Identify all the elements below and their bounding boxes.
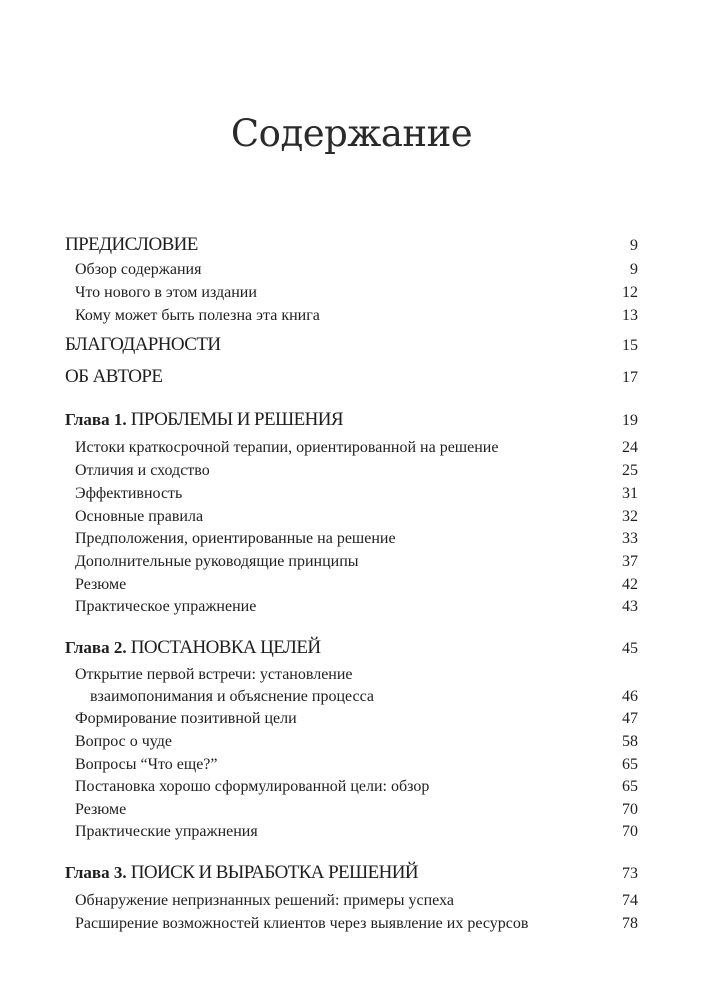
toc-subentry-label: Практическое упражнение bbox=[75, 598, 257, 615]
toc-subentry-label: Вопрос о чуде bbox=[75, 733, 173, 750]
toc-page-number: 42 bbox=[622, 576, 638, 593]
toc-subentry-label: Резюме bbox=[75, 801, 127, 818]
toc-page-number: 65 bbox=[622, 778, 638, 795]
toc-page-number: 25 bbox=[622, 462, 638, 479]
toc-page-number: 9 bbox=[630, 261, 638, 278]
chapter-title: ПОСТАНОВКА ЦЕЛЕЙ bbox=[130, 637, 321, 658]
toc-page-number: 65 bbox=[622, 756, 638, 773]
toc-page-number: 32 bbox=[622, 508, 638, 525]
toc-subentry-label: Обзор содержания bbox=[75, 261, 202, 278]
page-title: Содержание bbox=[230, 112, 473, 155]
toc-subentry-label: Дополнительные руководящие принципы bbox=[75, 553, 359, 570]
chapter-prefix: Глава 2. bbox=[65, 638, 127, 657]
toc-subentry-label: Открытие первой встречи: установление bbox=[75, 666, 353, 683]
toc-page-number: 15 bbox=[622, 337, 638, 354]
toc-page-number: 33 bbox=[622, 530, 638, 547]
toc-subentry-label: Обнаружение непризнанных решений: примеры успеха bbox=[75, 892, 454, 909]
toc-page-number: 78 bbox=[622, 915, 638, 932]
toc-page-number: 13 bbox=[622, 307, 638, 324]
toc-subentry-label: Вопросы “Что еще?” bbox=[75, 756, 218, 773]
toc-page-number: 31 bbox=[622, 485, 638, 502]
toc-page-number: 47 bbox=[622, 710, 638, 727]
toc-entry-label: ОБ АВТОРЕ bbox=[65, 366, 163, 387]
toc-page-number: 17 bbox=[622, 369, 638, 386]
toc-page-number: 74 bbox=[622, 892, 638, 909]
toc-page-number: 70 bbox=[622, 801, 638, 818]
toc-subentry-label: Предположения, ориентированные на решение bbox=[75, 530, 396, 547]
chapter-title: ПОИСК И ВЫРАБОТКА РЕШЕНИЙ bbox=[130, 862, 418, 883]
toc-subentry-label: Постановка хорошо сформулированной цели: обзор bbox=[75, 778, 430, 795]
toc-subentry-label: Практические упражнения bbox=[75, 823, 258, 840]
toc-page-number: 37 bbox=[622, 553, 638, 570]
toc-page-number: 45 bbox=[622, 640, 638, 657]
chapter-prefix: Глава 3. bbox=[65, 863, 127, 882]
toc-entry-label: БЛАГОДАРНОСТИ bbox=[65, 334, 221, 355]
toc-page-number: 70 bbox=[622, 823, 638, 840]
toc-subentry-label: Отличия и сходство bbox=[75, 462, 210, 479]
toc-page-number: 19 bbox=[622, 412, 638, 429]
toc-subentry-label: Истоки краткосрочной терапии, ориентированной на решение bbox=[75, 439, 499, 456]
toc-page-number: 46 bbox=[622, 688, 638, 705]
toc-subentry-label: Формирование позитивной цели bbox=[75, 710, 297, 727]
toc-page-number: 12 bbox=[622, 284, 638, 301]
toc-page-number: 9 bbox=[630, 237, 638, 254]
toc-page-number: 58 bbox=[622, 733, 638, 750]
toc-subentry-label: Расширение возможностей клиентов через выявление их ресурсов bbox=[75, 915, 529, 932]
toc-subentry-label: Кому может быть полезна эта книга bbox=[75, 307, 320, 324]
toc-entry-label: ПРЕДИСЛОВИЕ bbox=[65, 234, 198, 255]
toc-page-number: 73 bbox=[622, 865, 638, 882]
toc-subentry-label: Эффективность bbox=[75, 485, 183, 502]
chapter-prefix: Глава 1. bbox=[65, 410, 127, 429]
toc-subentry-label: Что нового в этом издании bbox=[75, 284, 257, 301]
chapter-title: ПРОБЛЕМЫ И РЕШЕНИЯ bbox=[130, 409, 343, 430]
toc-page-number: 43 bbox=[622, 598, 638, 615]
toc-subentry-label: Резюме bbox=[75, 576, 127, 593]
toc-subentry-label: взаимопонимания и объяснение процесса bbox=[90, 688, 375, 705]
toc-subentry-label: Основные правила bbox=[75, 508, 204, 525]
toc-page-number: 24 bbox=[622, 439, 638, 456]
